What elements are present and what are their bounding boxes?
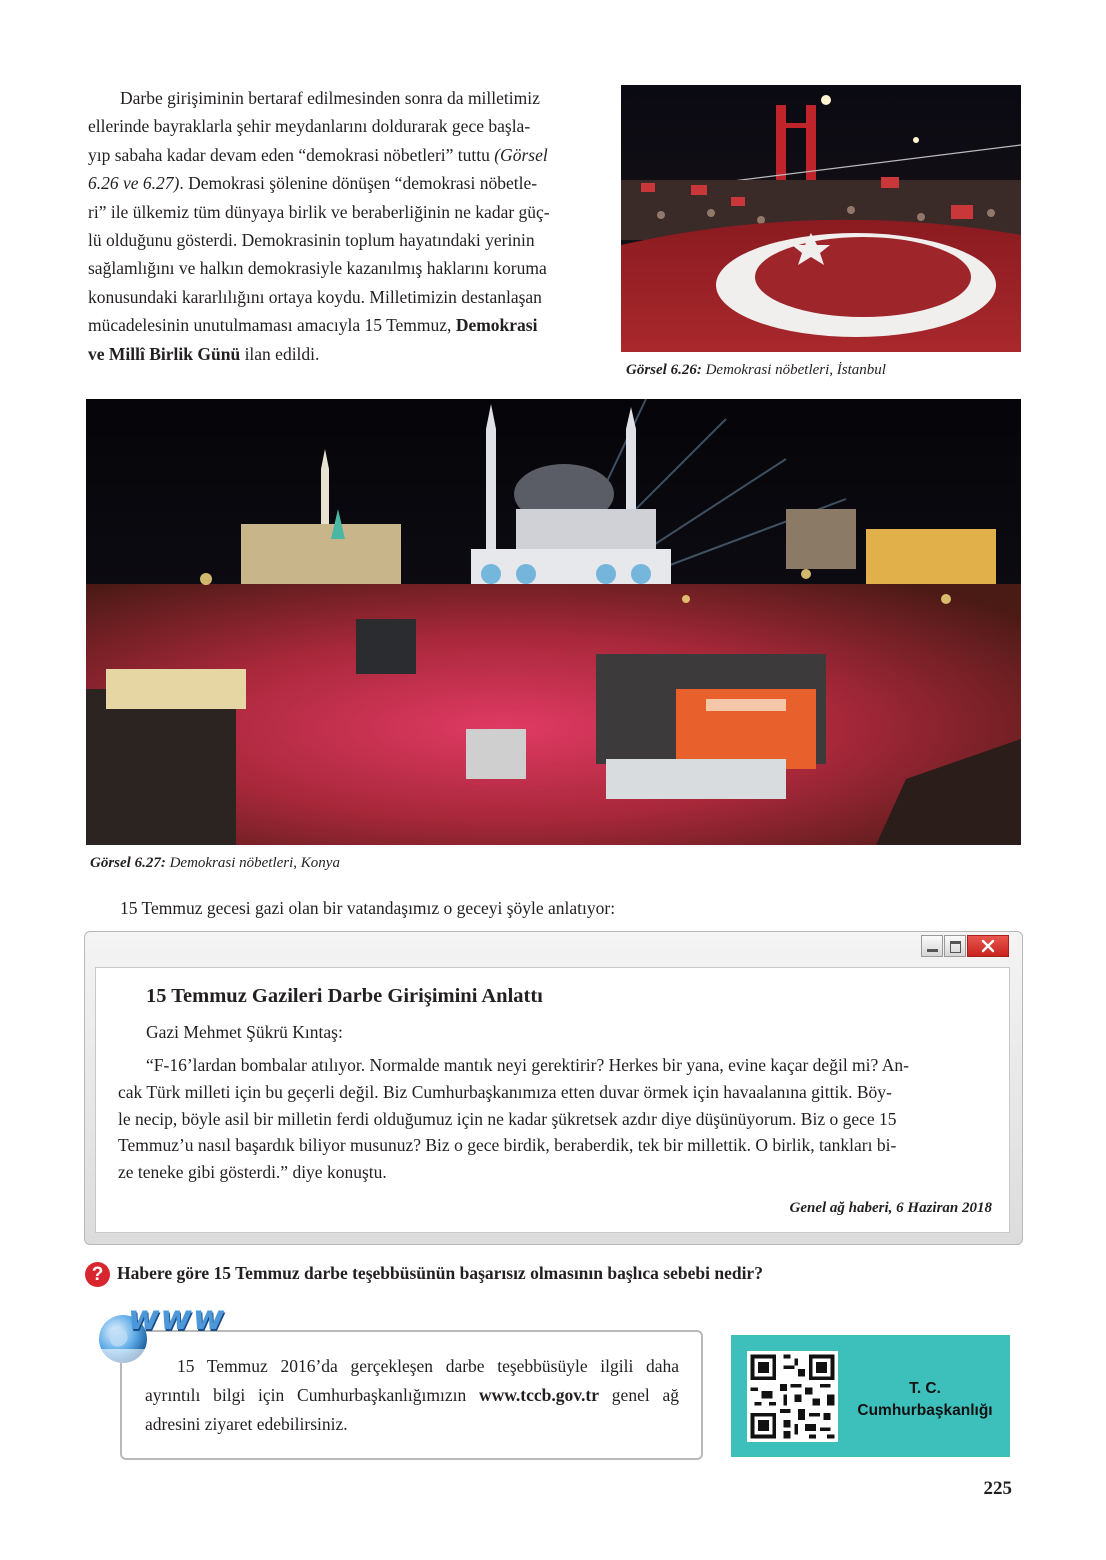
intro-line: konusundaki kararlılığını ortaya koydu. Milletimizin destanlaşan (88, 286, 542, 307)
news-quote (118, 1052, 992, 1186)
caption-627: Görsel 6.27: Demokrasi nöbetleri, Konya (90, 855, 340, 871)
intro-line: yıp sabaha kadar devam eden “demokrasi nöbetleri” tuttu (Görsel (88, 144, 548, 165)
intro-line: 6.26 ve 6.27). Demokrasi şölenine dönüşen “demokrasi nöbetle- (88, 173, 538, 194)
question-text: Habere göre 15 Temmuz darbe teşebbüsünün başarısız olmasının başlıca sebebi nedir? (117, 1263, 763, 1283)
news-line: ze teneke gibi gösterdi.” diye konuştu. (118, 1162, 387, 1183)
news-source: Genel ağ haberi, 6 Haziran 2018 (789, 1200, 992, 1216)
photo-konya (86, 399, 1021, 845)
question-icon: ? (85, 1262, 110, 1287)
close-icon (968, 936, 1008, 956)
www-logo-text: www (128, 1298, 226, 1338)
news-speaker: Gazi Mehmet Şükrü Kıntaş: (146, 1022, 343, 1042)
qr-label: T. C. Cumhurbaşkanlığı (857, 1380, 993, 1419)
page-number: 225 (983, 1478, 1012, 1499)
intro-line: mücadelesinin unutulmaması amacıyla 15 Temmuz, Demokrasi (88, 315, 538, 336)
news-line: le necip, böyle asil bir milletin ferdi olduğumuz için ne kadar şükretsek azdır diye düşünüyorum. Biz o gece 15 (118, 1108, 897, 1129)
intro-line: ri” ile ülkemiz tüm dünyaya birlik ve beraberliğinin ne kadar güç- (88, 201, 550, 222)
intro-line: lü olduğunu gösterdi. Demokrasinin toplum hayatındaki yerinin (88, 230, 535, 251)
intro-line: ellerinde bayraklarla şehir meydanlarını doldurarak gece başla- (88, 116, 531, 137)
intro-paragraph (88, 84, 600, 368)
photo-istanbul (621, 85, 1021, 352)
maximize-icon (950, 941, 961, 953)
info-text: 15 Temmuz 2016’da gerçekleşen darbe teşebbüsüyle ilgili daha ayrıntılı bilgi için Cumhurbaşkanlığımızın www.tccb.gov.tr genel ağ adresini ziyaret edebilirsiniz. (145, 1356, 679, 1434)
news-line: Temmuz’u nasıl başardık biliyor musunuz? Biz o gece birdik, beraberdik, tek bir millettik. O birlik, tankları bi- (118, 1135, 897, 1156)
qr-code[interactable] (747, 1351, 838, 1442)
intro-line: ve Millî Birlik Günü ilan edildi. (88, 343, 320, 364)
minimize-button[interactable] (921, 935, 943, 957)
intro-line: sağlamlığını ve halkın demokrasiyle kazanılmış haklarını koruma (88, 258, 547, 279)
news-line: “F-16’lardan bombalar atılıyor. Normalde mantık neyi gerektirir? Herkes bir yana, evine kaçar değil mi? An- (146, 1055, 909, 1075)
caption-626: Görsel 6.26: Demokrasi nöbetleri, İstanbul (626, 362, 886, 378)
intro-line: Darbe girişiminin bertaraf edilmesinden sonra da milletimiz (120, 88, 540, 108)
news-line: cak Türk milleti için bu geçerli değil. Biz Cumhurbaşkanımıza etten duvar örmek için havaalanına gittik. Böy- (118, 1081, 892, 1102)
maximize-button[interactable] (944, 935, 966, 957)
lead-in-text: 15 Temmuz gecesi gazi olan bir vatandaşımız o geceyi şöyle anlatıyor: (120, 898, 616, 918)
minimize-icon (927, 949, 938, 952)
news-title: 15 Temmuz Gazileri Darbe Girişimini Anlattı (146, 985, 543, 1007)
close-button[interactable] (967, 935, 1009, 957)
tccb-link[interactable]: www.tccb.gov.tr (478, 1385, 600, 1405)
